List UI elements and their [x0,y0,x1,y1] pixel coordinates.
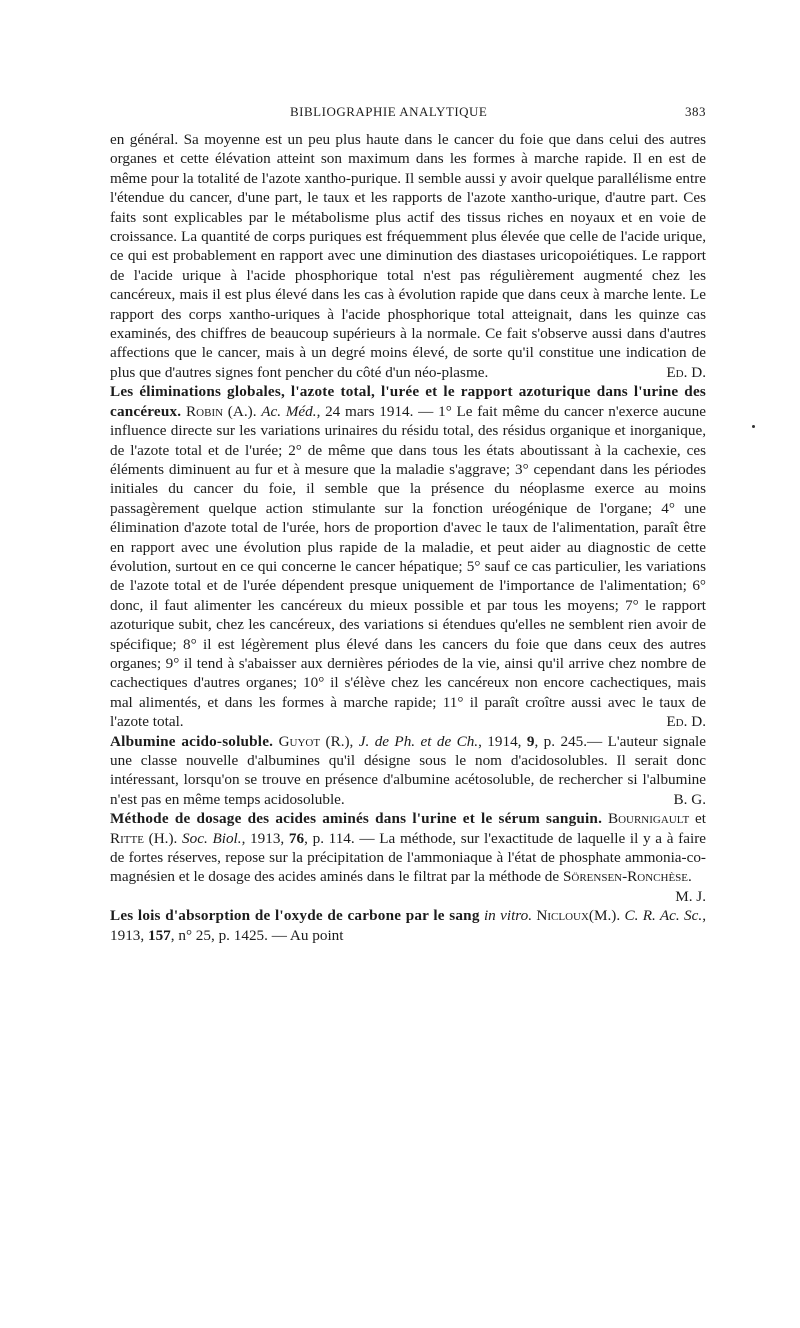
entry-citation: , 1913, [110,907,706,944]
entry-volume: 76 [288,829,305,847]
entry-title: Albumine acido-soluble. [110,732,274,750]
entry-journal: Soc. Biol. [182,829,242,847]
entry-journal: C. R. Ac. Sc. [624,907,703,925]
entry-robin [110,382,706,731]
entry-journal: J. de Ph. et de Ch. [358,732,479,750]
entry-citation-after-volume: , p. 114. — [304,829,380,847]
entry-signature: M. J. [675,887,706,905]
entry-author2: Ritte [110,829,144,847]
entry-abstract: L'auteur signale une classe nouvelle d'albumines qu'il désigne sous le nom d'acidosolubles. Il serait donc intéressant, lorsqu'on se trouve en présence d'albumine acétosoluble, de rechercher si l'albumine n'est pas en même temps acidosoluble. [110,732,707,808]
entry-journal: Ac. Méd. [261,402,317,420]
entry-signature: Ed. D. [666,713,706,731]
entry-signature: Ed. D. [666,363,706,381]
entry-author-initial: et [689,810,706,828]
running-title: BIBLIOGRAPHIE ANALYTIQUE [290,104,488,119]
entry-nicloux [110,906,706,945]
entry-abstract-author: Sörensen-Ronchèse. [562,868,692,886]
entry-guyot [110,732,706,810]
entry-title-italic: in vitro. [479,907,533,925]
entry-author-initial: (M.). [588,907,625,925]
entry-volume: 9 [526,732,535,750]
entry-author: Nicloux [536,907,589,925]
entry-abstract: 1° Le fait même du cancer n'exerce aucune influence directe sur les variations urinaires du résidu total, des résidus organique et inorganique, de l'azote total et de l'urée; 2° de même que dans tous les états aboutissant à la cachexie, ces éléments diminuent au fur et à mesure que la maladie s'aggrave; 3° cependant dans les périodes initiales du cancer du foie, il semble que la présence du néoplasme exerce au moins passagèrement quelque action stimulante sur la fonction uréogénique de l'organe; 4° une élimination d'azote total de l'urée, hors de proportion d'avec le taux de l'alimentation, paraît être en rapport avec une évolution plus rapide de la maladie, et peut aider au diagnostic de cette évolution, surtout en ce qui concerne le cancer hépatique; 5° sauf ce cas particulier, les variations de l'azote total et de l'urée dépendent presque uniquement de l'importance de l'alimentation; 6° donc, il faut alimenter les cancéreux du mieux possible et par tous les moyens; 7° le rapport azoturique subit, chez les cancéreux, des variations si étendues qu'elles ne semblent rien avoir de spécifique; 8° il est légèrement plus élevé dans les cancers du foie que dans ceux des autres organes; 9° il tend à s'abaisser aux dernières périodes de la vie, ainsi qu'il arrive chez nombre de cachectiques d'autres organes; 10° il s'élève chez les cancéreux non encore cachectiques, mais mal alimentés, et dans les formes à marche rapide; 11° il paraît croître aussi avec le taux de l'azote total. [110,402,706,731]
entry-citation-after-volume: , n° 25, p. 1425. — [170,926,290,944]
entry-abstract: Au point [289,926,344,944]
entry-citation-after-volume: , p. 245.— [534,732,608,750]
entry-author: Robin [186,402,224,420]
entry-author-initial: (R.), [320,732,359,750]
entry-title: Les éliminations globales, l'azote total, l'urée et le rapport azoturique dans l'urine des cancéreux. [110,383,706,420]
entry-title: Méthode de dosage des acides aminés dans l'urine et le sérum sanguin. [110,810,603,828]
entry-bournigault [110,809,706,906]
entry-citation: , 1913, [241,829,289,847]
entry-citation: , 24 mars 1914. — [316,402,439,420]
entry-author-initial: (A.). [223,402,262,420]
entry-abstract: La méthode, sur l'exactitude de laquelle il y a à faire de fortes réserves, repose sur la précipitation de l'ammoniaque à l'état de phosphate ammonia-co-magnésien et le dosage des acides aminés dans le filtrat par la méthode de [110,829,706,886]
page-body [110,130,706,945]
entry-author: Bournigault [607,810,690,828]
entry-author2-initial: (H.). [143,829,183,847]
continuation-paragraph [110,130,706,382]
entry-author: Guyot [278,732,321,750]
entry-signature: B. G. [673,790,706,808]
margin-dot [752,425,755,428]
entry-citation: , 1914, [478,732,527,750]
continuation-text: en général. Sa moyenne est un peu plus haute dans le cancer du foie que dans celui des autres organes et cette élévation atteint son maximum dans les formes à marche rapide. Il en est de même pour la totalité de l'azote xantho-purique. Il semble aussi y avoir quelque parallélisme entre l'étendue du cancer, d'une part, le taux et les rapports de l'azote xantho-urique, d'autre part. Ces faits sont explicables par le métabolisme plus actif des tissus riches en noyaux et en voie de croissance. La quantité de corps puriques est fréquemment plus élevée que celle de l'acide urique, ce qui est probablement en rapport avec une diminution des diastases uricopoiétiques. Le rapport de l'acide urique à l'acide phosphorique total n'est pas régulièrement augmenté chez les cancéreux, mais il est plus élevé dans les cas à évolution rapide que dans ceux à marche lente. Le rapport des corps xantho-uriques à l'acide phosphorique total atteignait, dans les quinze cas examinés, des chiffres de beaucoup supérieurs à la normale. Ce fait s'observe aussi dans d'autres affections que le cancer, mais à un degré moins élevé, de sorte qu'il constitue une indication de plus que d'autres signes font pencher du côté d'un néo-plasme. [110,131,706,381]
page-number: 383 [685,104,706,119]
entry-title: Les lois d'absorption de l'oxyde de carbone par le sang [110,907,480,925]
entry-volume: 157 [147,926,171,944]
